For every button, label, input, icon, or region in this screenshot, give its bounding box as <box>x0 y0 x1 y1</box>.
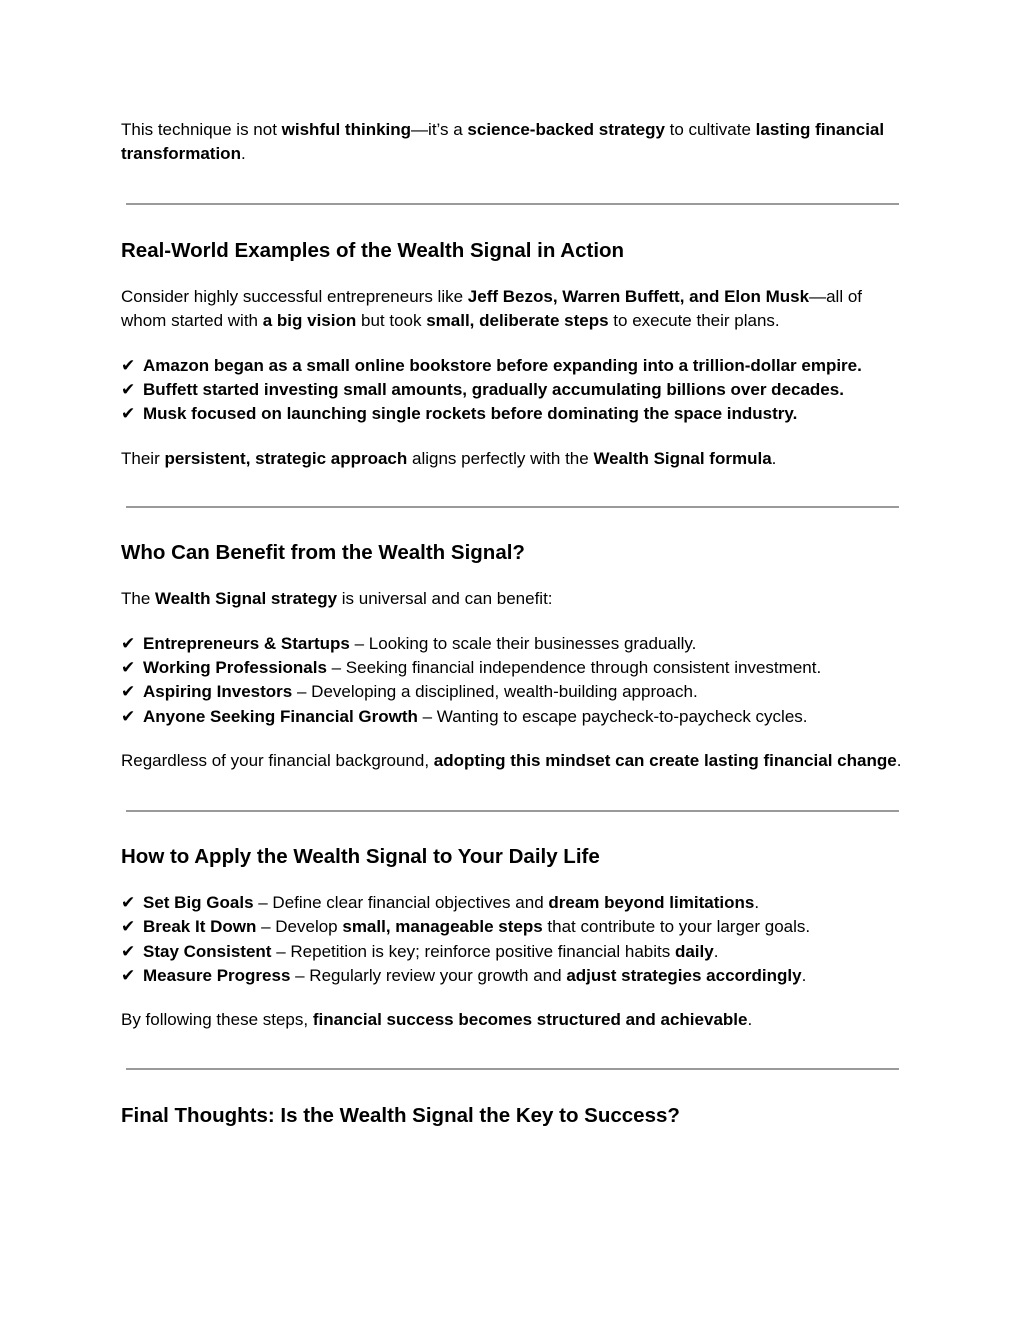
checkmark-icon: ✔ <box>121 404 136 424</box>
text: . <box>754 892 760 912</box>
list-item-text: – Seeking financial independence through consistent investment. <box>326 658 822 678</box>
list-item <box>121 402 906 426</box>
bold-text: Wealth Signal formula <box>593 448 772 468</box>
text: Regardless of your financial background, <box>121 751 434 771</box>
benefit-closing-paragraph <box>121 749 906 773</box>
bold-text: wishful thinking <box>281 120 412 139</box>
document-page <box>121 118 906 1129</box>
list-item-label: Stay Consistent <box>143 941 272 961</box>
list-item-label: Break It Down <box>143 917 257 937</box>
text: . <box>801 965 807 985</box>
text: to cultivate <box>664 120 756 139</box>
bold-text: adjust strategies accordingly <box>566 965 802 985</box>
bold-text: a big vision <box>262 311 357 331</box>
bold-text: Wealth Signal strategy <box>155 589 338 609</box>
list-item <box>121 632 906 656</box>
list-item-text: – Wanting to escape paycheck-to-paycheck cycles. <box>417 706 808 726</box>
text: This technique is not <box>121 120 282 139</box>
list-item-label: Measure Progress <box>143 965 291 985</box>
section-heading-examples: Real-World Examples of the Wealth Signal in Action <box>121 238 625 262</box>
section-heading-final: Final Thoughts: Is the Wealth Signal the Key to Success? <box>121 1103 680 1127</box>
list-item-label: Entrepreneurs & Startups <box>143 633 350 653</box>
text: Consider highly successful entrepreneurs like <box>121 286 468 306</box>
list-item <box>121 891 906 915</box>
list-item <box>121 354 906 378</box>
checkmark-icon: ✔ <box>121 682 136 702</box>
text: . <box>713 941 719 961</box>
list-item-text: Buffett started investing small amounts, gradually accumulating billions over decades. <box>143 380 844 400</box>
section-heading-apply: How to Apply the Wealth Signal to Your Daily Life <box>121 844 600 868</box>
text: By following these steps, <box>121 1010 313 1030</box>
list-item-label: Anyone Seeking Financial Growth <box>143 706 418 726</box>
examples-list <box>121 354 906 427</box>
checkmark-icon: ✔ <box>121 965 136 985</box>
text: . <box>771 448 777 468</box>
text: . <box>240 144 246 164</box>
text: The <box>121 589 156 609</box>
intro-paragraph <box>121 118 906 167</box>
list-item-text: – Developing a disciplined, wealth-building approach. <box>292 682 698 702</box>
bold-text: adopting this mindset can create lasting financial change <box>433 751 897 771</box>
checkmark-icon: ✔ <box>121 355 136 375</box>
bold-text: financial success becomes structured and achievable <box>312 1010 748 1030</box>
benefit-list <box>121 632 906 730</box>
list-item <box>121 705 906 729</box>
list-item <box>121 378 906 402</box>
section-heading-benefit: Who Can Benefit from the Wealth Signal? <box>121 541 525 565</box>
bold-text: lasting financial transformation <box>121 120 885 164</box>
list-item <box>121 915 906 939</box>
bold-text: small, deliberate steps <box>426 311 609 331</box>
bold-text: small, manageable steps <box>342 917 543 937</box>
list-item <box>121 964 906 988</box>
list-item-label: Aspiring Investors <box>143 682 293 702</box>
checkmark-icon: ✔ <box>121 633 136 653</box>
checkmark-icon: ✔ <box>121 941 136 961</box>
bold-text: Jeff Bezos, Warren Buffett, and Elon Musk <box>467 286 810 306</box>
text: . <box>747 1010 753 1030</box>
benefit-intro-paragraph <box>121 587 906 611</box>
examples-intro-paragraph <box>121 285 906 334</box>
text: —all of whom started with <box>121 286 863 331</box>
text: . <box>896 751 902 771</box>
checkmark-icon: ✔ <box>121 380 136 400</box>
list-item-text: – Define clear financial objectives and <box>253 892 549 912</box>
list-item-text: – Regularly review your growth and <box>290 965 567 985</box>
checkmark-icon: ✔ <box>121 706 136 726</box>
list-item-text: Amazon began as a small online bookstore before expanding into a trillion-dollar empire. <box>143 355 862 375</box>
text: that contribute to your larger goals. <box>542 917 811 937</box>
text: but took <box>356 311 427 331</box>
text: aligns perfectly with the <box>407 448 594 468</box>
examples-closing-paragraph <box>121 447 906 471</box>
list-item-label: Working Professionals <box>143 658 327 678</box>
checkmark-icon: ✔ <box>121 917 136 937</box>
text: Their <box>121 448 165 468</box>
list-item <box>121 940 906 964</box>
list-item <box>121 656 906 680</box>
bold-text: persistent, strategic approach <box>164 448 408 468</box>
list-item-label: Set Big Goals <box>143 892 254 912</box>
bold-text: science-backed strategy <box>467 120 665 139</box>
bold-text: dream beyond limitations <box>548 892 755 912</box>
checkmark-icon: ✔ <box>121 892 136 912</box>
list-item <box>121 680 906 704</box>
apply-list <box>121 891 906 989</box>
checkmark-icon: ✔ <box>121 658 136 678</box>
text: —it’s a <box>411 120 468 139</box>
text: to execute their plans. <box>608 311 780 331</box>
text: is universal and can benefit: <box>337 589 553 609</box>
list-item-text: – Looking to scale their businesses gradually. <box>349 633 697 653</box>
list-item-text: – Repetition is key; reinforce positive financial habits <box>271 941 675 961</box>
bold-text: daily <box>674 941 714 961</box>
list-item-text: Musk focused on launching single rockets before dominating the space industry. <box>143 404 798 424</box>
list-item-text: – Develop <box>256 917 343 937</box>
apply-closing-paragraph <box>121 1008 906 1032</box>
